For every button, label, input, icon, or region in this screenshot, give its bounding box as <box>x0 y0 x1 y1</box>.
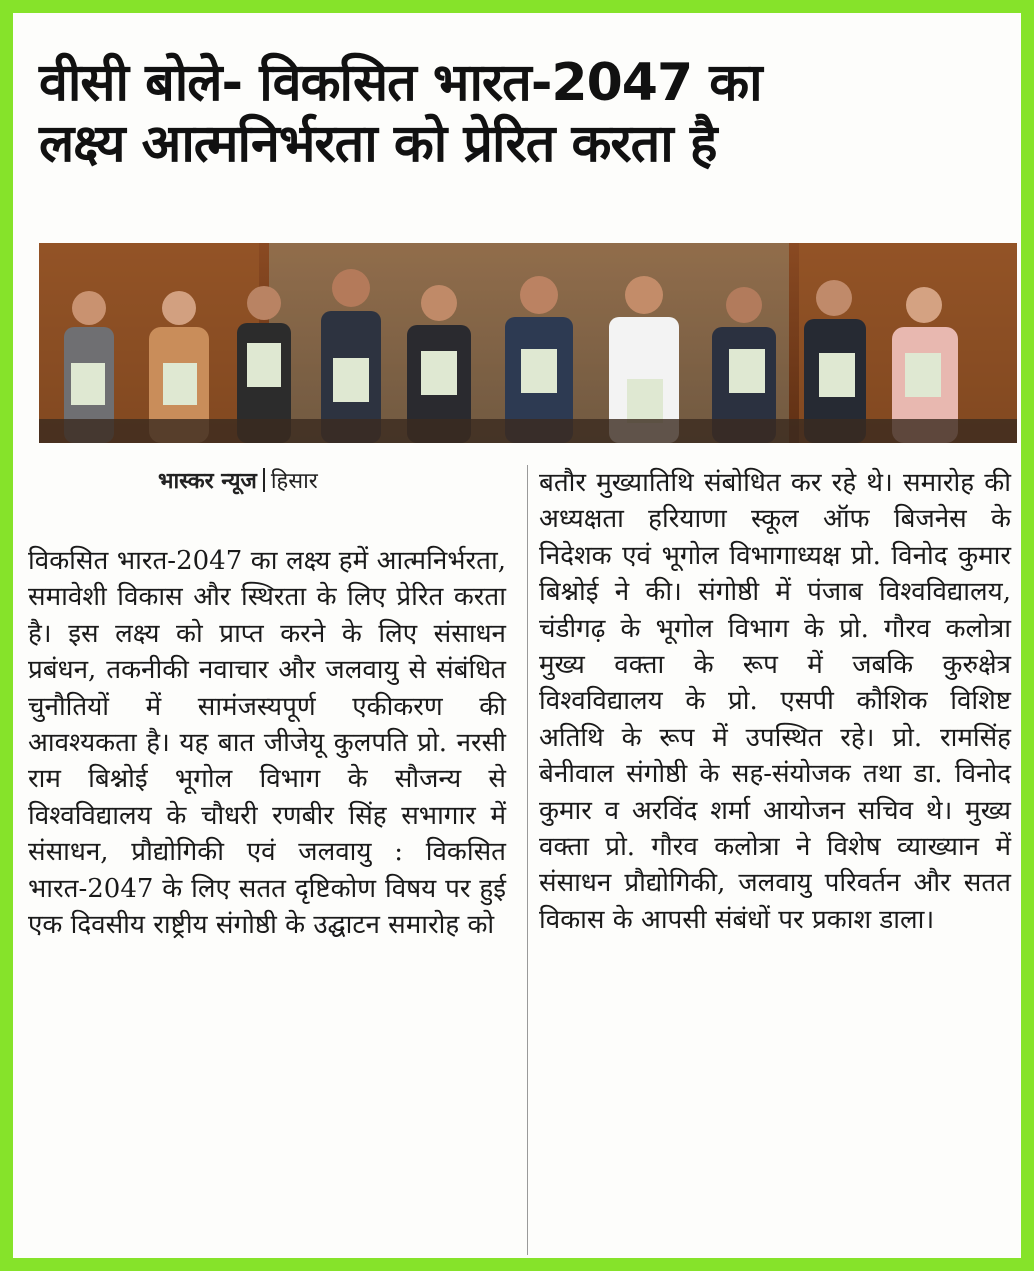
headline-line-1: वीसी बोले- विकसित भारत-2047 का <box>39 53 762 113</box>
byline <box>158 465 318 495</box>
byline-place: हिसार <box>270 469 318 494</box>
book-release-photo <box>39 243 1017 443</box>
headline <box>39 53 1029 176</box>
headline-line-2: लक्ष्य आत्मनिर्भरता को प्रेरित करता है <box>39 114 717 175</box>
article-column-2: बतौर मुख्यातिथि संबोधित कर रहे थे। समारोह की अध्यक्षता हरियाणा स्कूल ऑफ बिजनेस के निदेशक एवं भूगोल विभागाध्यक्ष प्रो. विनोद कुमार बिश्नोई ने की। संगोष्ठी में पंजाब विश्वविद्यालय, चंडीगढ़ के भूगोल विभाग के प्रो. गौरव कलोत्रा मुख्य वक्ता के रूप में जबकि कुरुक्षेत्र विश्वविद्यालय के प्रो. एसपी कौशिक विशिष्ट अतिथि के रूप में उपस्थित रहे। प्रो. रामसिंह बेनीवाल संगोष्ठी के सह-संयोजक तथा डा. विनोद कुमार व अरविंद शर्मा आयोजन सचिव थे। मुख्य वक्ता प्रो. गौरव कलोत्रा ने विशेष व्याख्यान में संसाधन प्रौद्योगिकी, जलवायु परिवर्तन और सतत विकास के आपसी संबंधों पर प्रकाश डाला। <box>539 468 1011 935</box>
column-divider <box>527 465 528 1255</box>
event-photo <box>39 243 1017 443</box>
byline-source: भास्कर न्यूज <box>158 469 257 494</box>
article-column-1: विकसित भारत-2047 का लक्ष्य हमें आत्मनिर्भरता, समावेशी विकास और स्थिरता के लिए प्रेरित करता है। इस लक्ष्य को प्राप्त करने के लिए संसाधन प्रबंधन, तकनीकी नवाचार और जलवायु से संबंधित चुनौतियों में सामंजस्यपूर्ण एकीकरण की आवश्यकता है। यह बात जीजेयू कुलपति प्रो. नरसी राम बिश्नोई भूगोल विभाग के सौजन्य से विश्वविद्यालय के चौधरी रणबीर सिंह सभागार में संसाधन, प्रौद्योगिकी एवं जलवायु : विकसित भारत-2047 के लिए सतत दृष्टिकोण विषय पर हुई एक दिवसीय राष्ट्रीय संगोष्ठी के उद्घाटन समारोह को <box>28 546 506 941</box>
byline-separator <box>263 468 265 492</box>
